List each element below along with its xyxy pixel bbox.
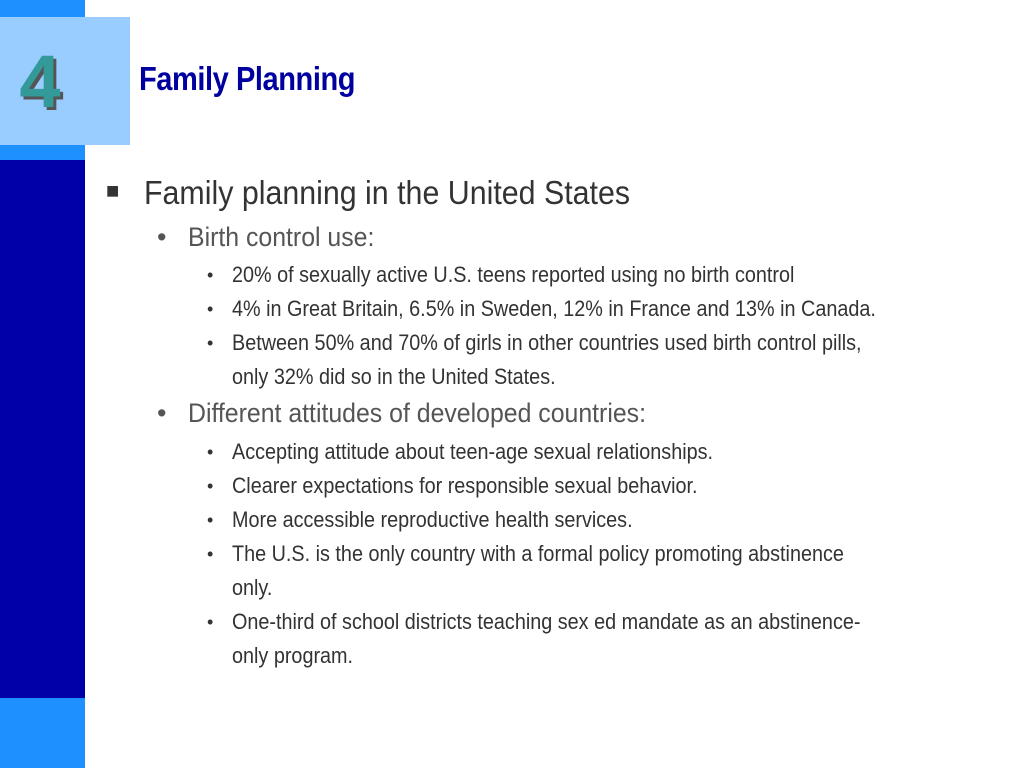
chapter-number: 4 xyxy=(19,39,61,123)
dot-bullet-icon: • xyxy=(207,442,214,462)
dot-bullet-icon: • xyxy=(157,398,167,428)
slide-title: Family Planning xyxy=(139,60,356,97)
dot-bullet-icon: • xyxy=(157,222,167,252)
main-bullet-text: Family planning in the United States xyxy=(144,174,631,211)
dot-bullet-icon: • xyxy=(207,333,214,353)
square-bullet-icon: ■ xyxy=(106,178,120,203)
dot-bullet-icon: • xyxy=(207,476,214,496)
slide-content: ■ Family planning in the United States • Birth control use: • 20% of sexually active U.S. teens reported using no birth control • 4% in Great Britain, 6.5% in Sweden, 12% in France and 13% in Canada. • Between 50% and 70% of girls in other countries used birth control pills, only 32% did so in the United States. • Different attitudes of developed countries: • Accepting attitude about teen-age sexual relationships. • Clearer expectations for responsible sexual behavior. • More accessible reproductive health services. • The U.S. is the only country with a formal policy promoting abstinence only. • One-third of school districts teaching sex ed mandate as an abstinence- only program. xyxy=(106,174,876,668)
sub-bullet-text: Birth control use: xyxy=(188,222,375,252)
dot-bullet-icon: • xyxy=(207,265,214,285)
dot-bullet-icon: • xyxy=(207,544,214,564)
dot-bullet-icon: • xyxy=(207,299,214,319)
dot-bullet-icon: • xyxy=(207,612,214,632)
dot-bullet-icon: • xyxy=(207,510,214,530)
sub-bullet-text: Different attitudes of developed countries: xyxy=(188,398,646,428)
